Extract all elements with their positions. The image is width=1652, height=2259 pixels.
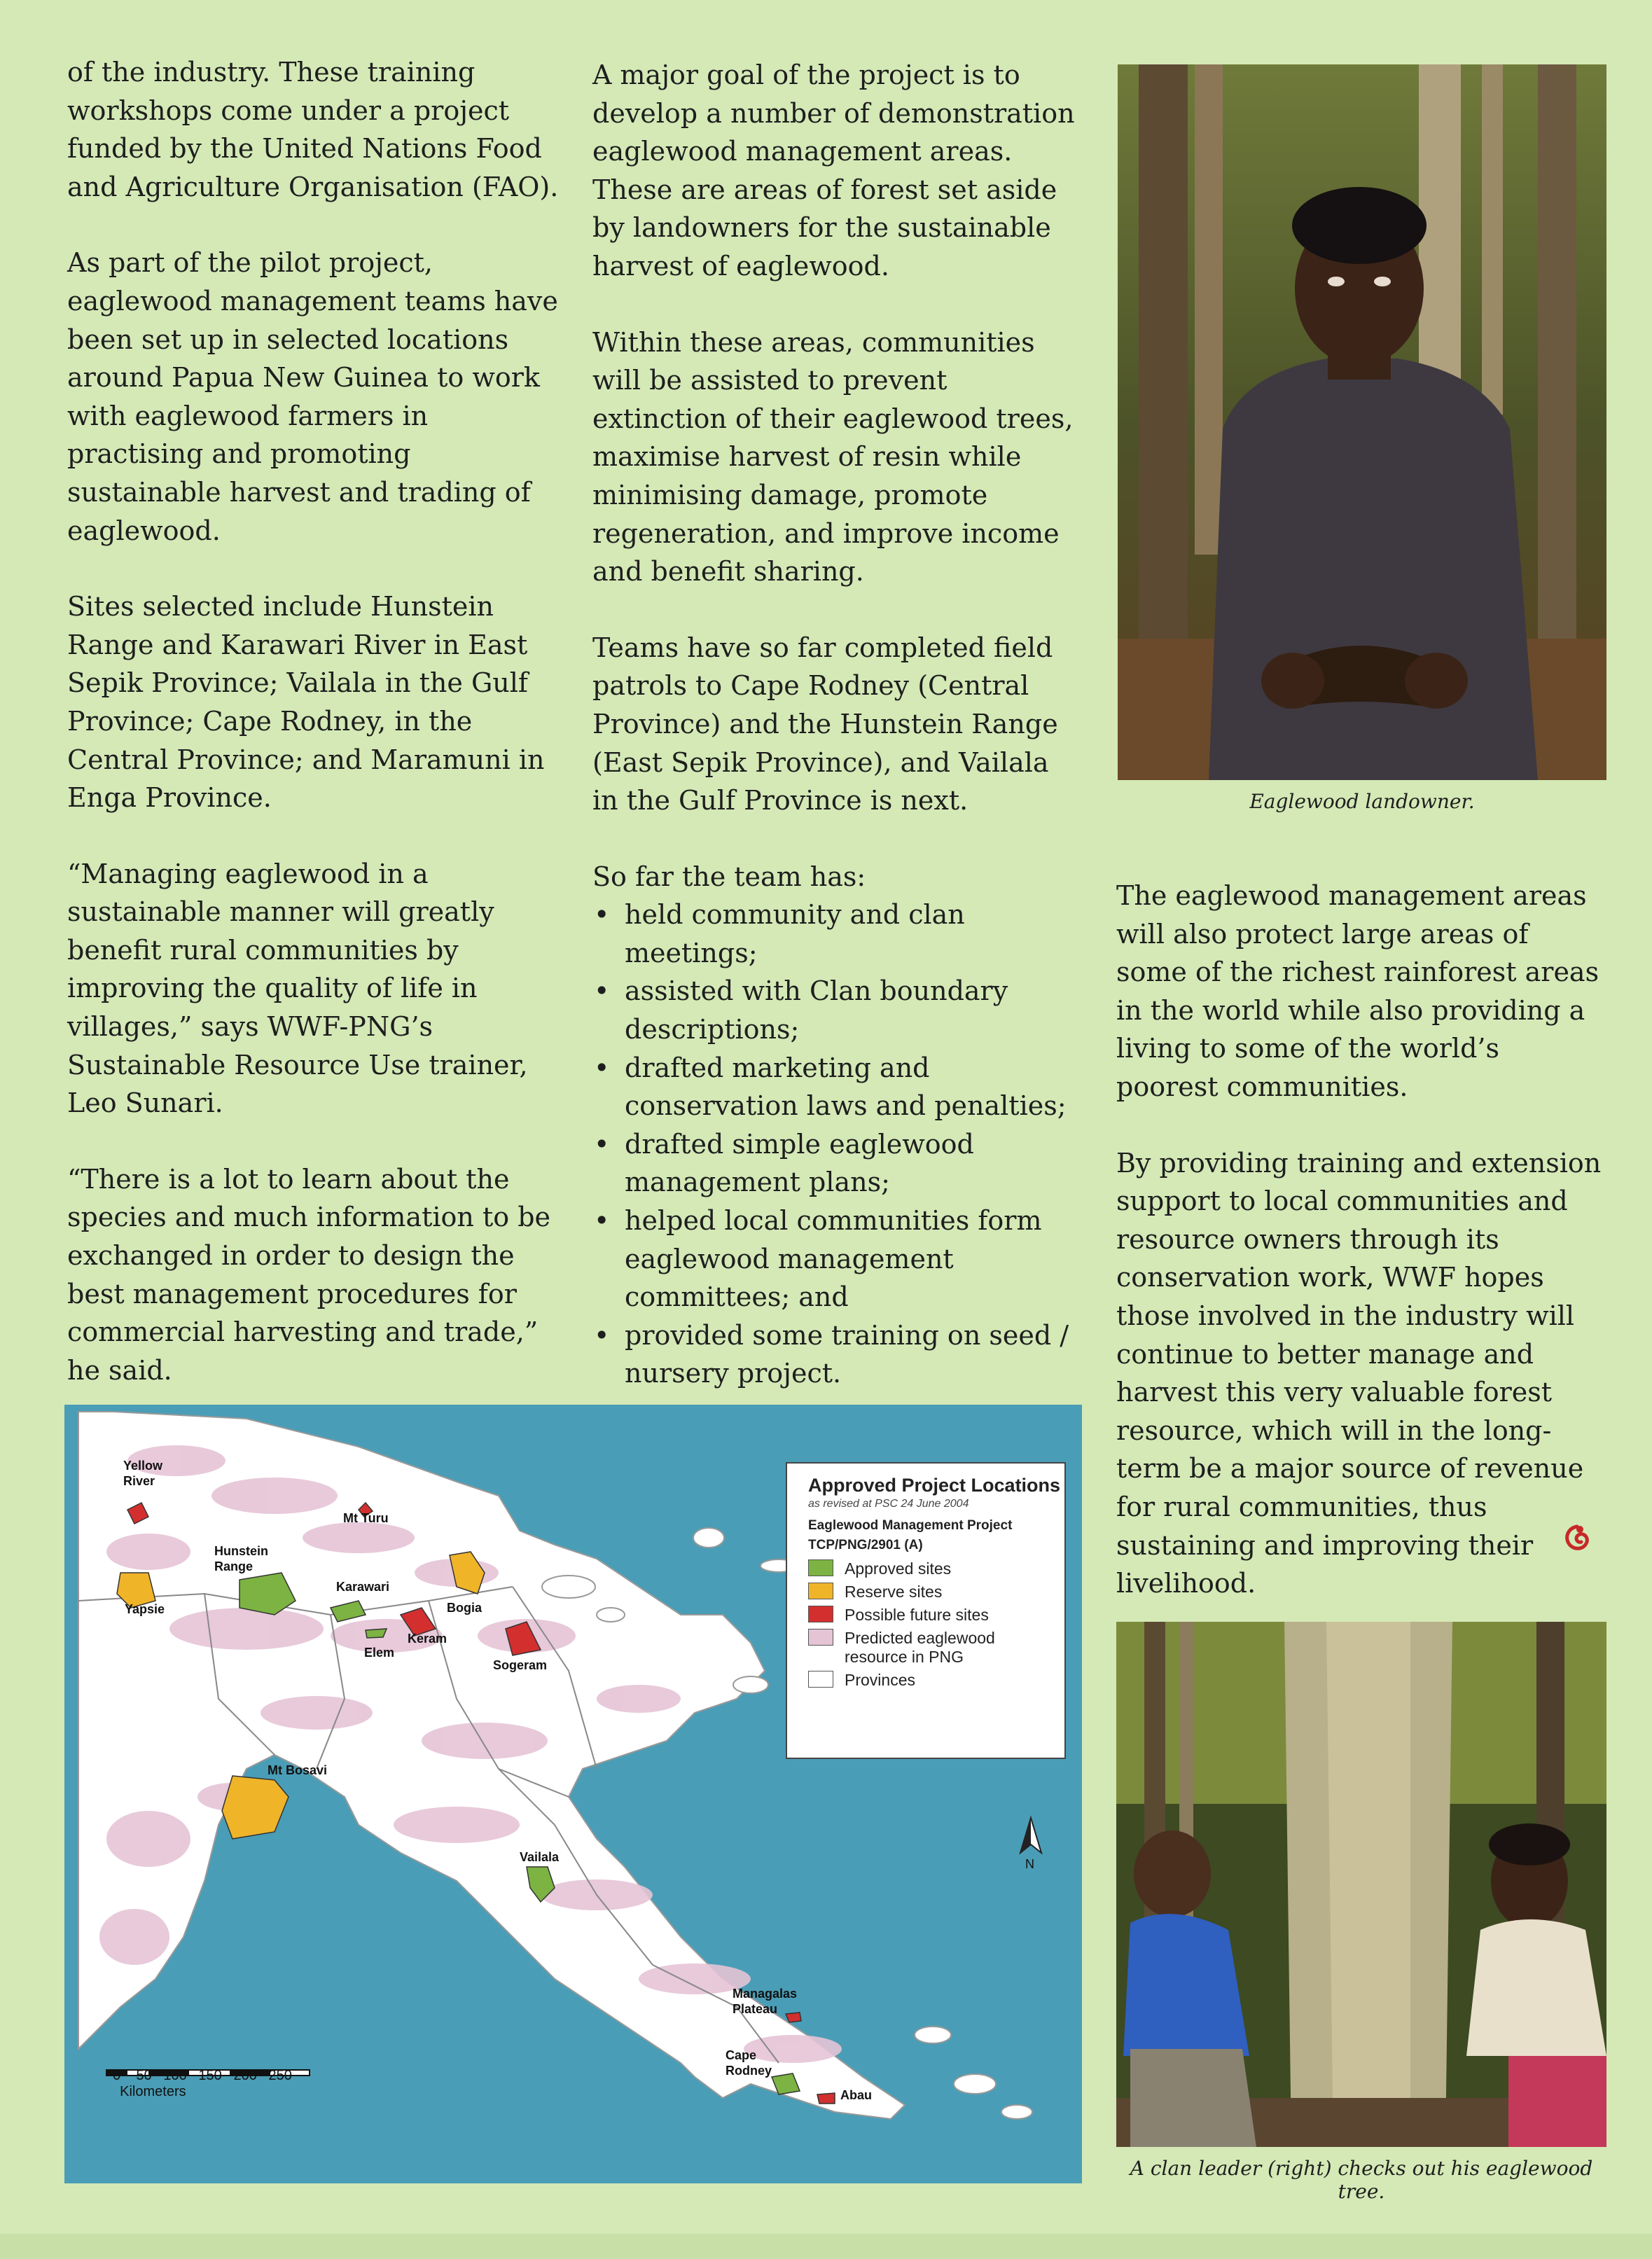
legend-label: Provinces (845, 1671, 915, 1689)
column-3 (1116, 877, 1606, 1641)
map-label: Sogeram (493, 1658, 548, 1672)
list-item: • held community and clan meetings; (592, 896, 1083, 972)
legend-item (808, 1671, 1064, 1690)
legend-label: Approved sites (845, 1559, 952, 1578)
column-1 (67, 53, 571, 1427)
map-label: Mt Bosavi (268, 1763, 328, 1777)
paragraph: Sites selected include Hunstein Range and Karawari River in East Sepik Province; Vailala in the Gulf Province; Cape Rodney, in the Central Province; and Maramuni in Enga Province. (67, 591, 545, 814)
map-legend (786, 1462, 1066, 1759)
map-label: Cape Rodney (726, 2048, 772, 2078)
legend-label: Predicted eaglewood resource in PNG (845, 1629, 995, 1666)
column-2 (592, 56, 1083, 1393)
paragraph: Within these areas, communities will be assisted to prevent extinction of their eaglewood trees, maximise harvest of resin while minimising damage, promote regeneration, and improve income and benefit sharing. (592, 326, 1074, 588)
legend-item (808, 1583, 1064, 1601)
map-label: Keram (408, 1632, 447, 1646)
scale-unit: Kilometers (120, 2084, 186, 2099)
list-item: • drafted marketing and conservation laws and penalties; (592, 1049, 1083, 1125)
list-item: • helped local communities form eaglewood management committees; and (592, 1202, 1083, 1316)
paragraph: of the industry. These training workshops come under a project funded by the United Nations Food and Agriculture Organisation (FAO). (67, 57, 559, 202)
legend-label: Reserve sites (845, 1583, 943, 1601)
wwf-swirl-icon (1560, 1522, 1594, 1556)
map-label: Yapsie (125, 1602, 165, 1616)
paragraph: Teams have so far completed field patrols to Cape Rodney (Central Province) and the Hunstein Range (East Sepik Province), and Vailala in the Gulf Province is next. (592, 632, 1058, 816)
approved-swatch (808, 1559, 833, 1576)
north-arrow-icon (1020, 1818, 1041, 1853)
list-item: • drafted simple eaglewood management plans; (592, 1125, 1083, 1202)
legend-item (808, 1629, 1064, 1667)
scale-labels (105, 2052, 292, 2100)
north-label: N (1025, 1857, 1034, 1871)
map-label: Hunstein Range (214, 1544, 269, 1573)
legend-title: Approved Project Locations (808, 1475, 1061, 1496)
map-label: Managalas Plateau (733, 1987, 798, 2016)
map-label: Karawari (336, 1580, 390, 1594)
list-item: • provided some training on seed / nursery project. (592, 1316, 1083, 1393)
list-intro: So far the team has: (592, 861, 866, 892)
photo-caption: A clan leader (right) checks out his eaglewood tree. (1130, 2157, 1593, 2203)
legend-subtitle: as revised at PSC 24 June 2004 (808, 1498, 969, 1510)
paragraph: By providing training and extension support to local communities and resource owners through its conservation work, WWF hopes those involved in the industry will continue to better manage and harvest this very valuable forest resource, which will in the long-term be a major source of revenue for rural communities, thus sustaining and improving their livelihood. (1116, 1147, 1602, 1599)
paragraph: As part of the pilot project, eaglewood management teams have been set up in selected locations around Papua New Guinea to work with eaglewood farmers in practising and promoting sustainable harvest and trading of eaglewood. (67, 247, 558, 546)
paragraph: “Managing eaglewood in a sustainable manner will greatly benefit rural communities by improving the quality of life in villages,” says WWF-PNG’s Sustainable Resource Use trainer, Leo Sunari. (67, 858, 528, 1119)
paragraph: The eaglewood management areas will also protect large areas of some of the richest rainforest areas in the world while also providing a living to some of the world’s poorest communities. (1116, 880, 1599, 1102)
scale-numbers: 0 50 100 150 200 250 (113, 2068, 292, 2083)
map-label: Yellow River (123, 1459, 163, 1488)
legend-item (808, 1606, 1064, 1625)
map-label: Elem (364, 1646, 395, 1660)
paragraph: “There is a lot to learn about the species and much information to be exchanged in order to design the best management procedures for commercial harvesting and trade,” he said. (67, 1163, 551, 1386)
map-label: Mt Turu (343, 1511, 389, 1525)
map-label: Bogia (447, 1601, 483, 1615)
legend-project: Eaglewood Management Project TCP/PNG/2901 (A) (808, 1518, 1013, 1552)
reserve-swatch (808, 1583, 833, 1599)
photo-caption: Eaglewood landowner. (1249, 790, 1475, 813)
future-swatch (808, 1606, 833, 1622)
list-item: • assisted with Clan boundary descriptions; (592, 972, 1083, 1048)
predicted-swatch (808, 1629, 833, 1646)
legend-label: Possible future sites (845, 1606, 989, 1624)
page-bottom-edge (0, 2234, 1652, 2259)
legend-item (808, 1559, 1064, 1578)
provinces-swatch (808, 1671, 833, 1688)
map-label: Vailala (520, 1850, 560, 1864)
bullet-list (592, 896, 1083, 1393)
paragraph: A major goal of the project is to develop a number of demonstration eaglewood management areas. These are areas of forest set aside by landowners for the sustainable harvest of eaglewood. (592, 60, 1075, 281)
clan-leader-photo (1116, 1622, 1606, 2147)
map-label: Abau (840, 2088, 872, 2102)
landowner-photo (1118, 64, 1606, 780)
